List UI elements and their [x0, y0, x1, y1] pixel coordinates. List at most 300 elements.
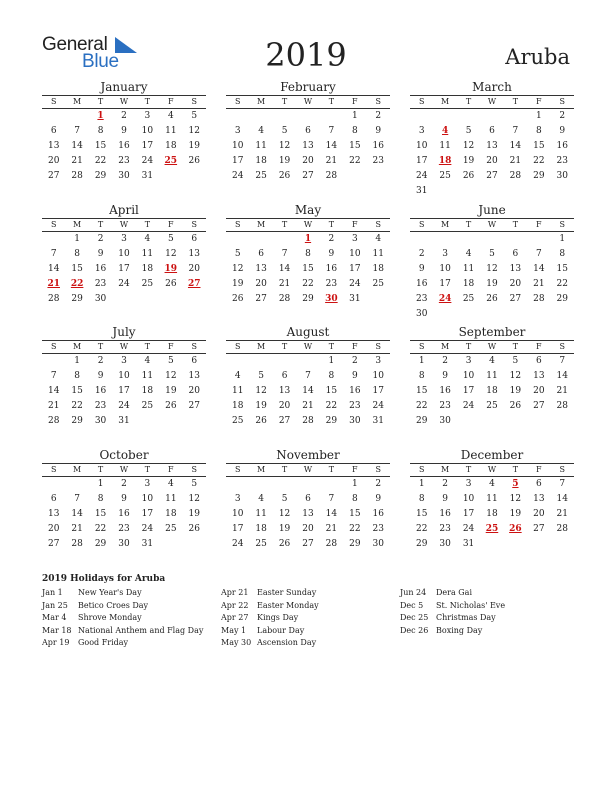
weekday-label: W: [303, 465, 313, 474]
empty-cell: [65, 477, 88, 492]
weekday-label: W: [487, 342, 497, 351]
day-cell: 27: [509, 294, 522, 304]
empty-cell: [249, 109, 272, 124]
year-title: 2019: [265, 36, 347, 74]
day-cell: 8: [418, 371, 425, 381]
empty-cell: [296, 109, 319, 124]
holiday-date: Dec 5: [400, 600, 424, 610]
weekday-header: [410, 95, 574, 109]
weekday-label: M: [257, 342, 266, 351]
day-cell: 19: [188, 141, 200, 151]
empty-cell: [273, 109, 296, 124]
day-cell: 12: [165, 371, 177, 381]
day-cell: 22: [556, 279, 568, 289]
day-cell: 14: [325, 509, 338, 519]
day-cell: 21: [71, 156, 83, 166]
holidays-title: 2019 Holidays for Aruba: [42, 574, 166, 584]
weekday-label: S: [191, 342, 197, 351]
holiday-day-cell: 1: [97, 111, 104, 121]
weekday-label: S: [418, 465, 425, 474]
weekday-label: S: [418, 220, 425, 229]
day-cell: 21: [47, 401, 60, 411]
day-cell: 15: [325, 386, 338, 396]
day-cell: 14: [556, 494, 568, 504]
day-cell: 4: [489, 479, 495, 489]
weekday-label: M: [257, 220, 266, 229]
day-cell: 11: [231, 386, 244, 396]
day-cell: 17: [372, 386, 384, 396]
day-cell: 26: [278, 171, 291, 181]
holiday-date: Jan 1: [42, 588, 63, 597]
holiday-date: Jan 25: [42, 600, 68, 610]
weekday-label: T: [97, 220, 104, 229]
weekday-label: S: [234, 465, 241, 474]
day-cell: 16: [325, 264, 338, 274]
day-cell: 8: [97, 494, 104, 504]
day-cell: 28: [556, 401, 568, 411]
month-name: August: [286, 325, 330, 339]
day-cell: 3: [351, 234, 358, 244]
weekday-label: S: [50, 465, 57, 474]
day-cell: 13: [486, 141, 498, 151]
day-cell: 14: [47, 264, 60, 274]
day-cell: 7: [305, 371, 311, 381]
day-cell: 13: [278, 386, 291, 396]
day-cell: 31: [141, 539, 154, 549]
holiday-name: Easter Monday: [257, 600, 319, 610]
day-cell: 27: [188, 401, 200, 411]
holiday-day-cell: 5: [512, 479, 519, 489]
weekday-label: T: [97, 465, 104, 474]
empty-cell: [504, 232, 527, 247]
day-cell: 24: [349, 279, 361, 289]
day-cell: 10: [118, 371, 130, 381]
day-cell: 9: [97, 371, 104, 381]
empty-cell: [410, 232, 433, 247]
month-january: [42, 80, 206, 184]
day-cell: 4: [258, 126, 264, 136]
weekday-header: [42, 463, 206, 477]
empty-cell: [433, 109, 456, 124]
day-cell: 25: [439, 171, 451, 181]
day-grid: [42, 232, 206, 307]
day-cell: 13: [302, 509, 314, 519]
month-february: [226, 80, 390, 184]
day-cell: 7: [328, 126, 335, 136]
day-cell: 15: [533, 141, 545, 151]
weekday-label: T: [465, 97, 472, 106]
day-cell: 28: [325, 171, 338, 181]
day-cell: 12: [188, 126, 200, 136]
day-cell: 7: [74, 494, 80, 504]
month-name: March: [472, 80, 512, 94]
weekday-label: M: [441, 97, 450, 106]
day-cell: 6: [535, 356, 542, 366]
day-cell: 9: [121, 494, 127, 504]
day-cell: 18: [165, 509, 177, 519]
day-cell: 3: [442, 249, 448, 259]
day-cell: 20: [533, 386, 545, 396]
weekday-label: T: [328, 342, 335, 351]
day-cell: 3: [234, 494, 241, 504]
weekday-label: S: [50, 342, 57, 351]
weekday-label: T: [328, 97, 335, 106]
empty-cell: [226, 232, 249, 247]
day-cell: 11: [255, 141, 267, 151]
day-cell: 25: [486, 401, 498, 411]
weekday-label: T: [281, 97, 288, 106]
day-cell: 12: [165, 249, 177, 259]
day-cell: 21: [325, 156, 338, 166]
empty-cell: [249, 477, 272, 492]
day-cell: 4: [234, 371, 241, 381]
day-cell: 13: [47, 141, 60, 151]
day-grid: [42, 354, 206, 429]
day-cell: 28: [47, 416, 60, 426]
day-cell: 26: [188, 524, 200, 534]
empty-cell: [226, 109, 249, 124]
day-cell: 5: [167, 234, 174, 244]
day-cell: 9: [375, 494, 382, 504]
day-cell: 19: [188, 509, 200, 519]
holiday-date: Apr 19: [42, 638, 70, 647]
day-cell: 23: [118, 524, 130, 534]
month-july: [42, 325, 206, 429]
month-november: [226, 448, 390, 552]
day-cell: 30: [372, 539, 384, 549]
weekday-label: S: [234, 342, 241, 351]
day-cell: 27: [486, 171, 498, 181]
day-cell: 9: [328, 249, 335, 259]
day-grid: [42, 477, 206, 552]
day-cell: 3: [121, 234, 127, 244]
holiday-item: [221, 600, 319, 613]
weekday-label: S: [559, 220, 565, 229]
day-cell: 8: [418, 494, 425, 504]
holiday-name: Shrove Monday: [78, 613, 142, 622]
day-cell: 24: [415, 171, 428, 181]
day-cell: 20: [47, 524, 60, 534]
day-cell: 15: [415, 386, 428, 396]
weekday-label: F: [168, 342, 174, 351]
weekday-label: S: [50, 220, 57, 229]
weekday-label: F: [352, 220, 358, 229]
day-cell: 3: [144, 111, 151, 121]
day-cell: 17: [231, 156, 244, 166]
day-cell: 29: [556, 294, 568, 304]
day-cell: 22: [94, 524, 107, 534]
weekday-label: S: [375, 342, 381, 351]
day-cell: 7: [50, 249, 57, 259]
day-cell: 12: [462, 141, 475, 151]
day-cell: 8: [305, 249, 311, 259]
day-cell: 29: [71, 416, 83, 426]
month-march: [410, 80, 574, 199]
day-cell: 31: [118, 416, 130, 426]
holiday-date: Apr 22: [221, 600, 249, 610]
day-cell: 11: [462, 264, 475, 274]
month-april: [42, 203, 206, 307]
holiday-name: New Year's Day: [78, 588, 142, 597]
day-cell: 4: [258, 494, 264, 504]
day-cell: 14: [71, 141, 83, 151]
holiday-name: St. Nicholas' Eve: [436, 600, 506, 610]
day-cell: 13: [509, 264, 522, 274]
weekday-label: F: [536, 342, 542, 351]
weekday-label: S: [375, 220, 381, 229]
weekday-label: T: [512, 465, 519, 474]
day-cell: 11: [486, 494, 498, 504]
day-cell: 30: [439, 416, 451, 426]
day-cell: 27: [47, 539, 60, 549]
holiday-day-cell: 25: [164, 156, 178, 166]
holiday-item: [400, 587, 505, 600]
day-cell: 8: [559, 249, 566, 259]
day-cell: 1: [418, 356, 425, 366]
day-cell: 19: [278, 524, 291, 534]
day-cell: 6: [281, 371, 288, 381]
day-cell: 23: [94, 401, 107, 411]
day-cell: 18: [231, 401, 244, 411]
day-cell: 10: [415, 141, 428, 151]
empty-cell: [42, 477, 65, 492]
day-cell: 26: [231, 294, 244, 304]
day-cell: 2: [351, 356, 358, 366]
day-cell: 24: [141, 156, 154, 166]
day-cell: 6: [50, 494, 57, 504]
day-grid: [226, 232, 390, 307]
day-cell: 23: [325, 279, 338, 289]
weekday-label: M: [441, 465, 450, 474]
day-cell: 11: [486, 371, 498, 381]
day-cell: 2: [121, 479, 127, 489]
weekday-label: S: [559, 342, 565, 351]
day-cell: 12: [188, 494, 200, 504]
day-cell: 16: [349, 386, 361, 396]
weekday-label: W: [303, 97, 313, 106]
day-cell: 9: [442, 494, 448, 504]
day-cell: 18: [141, 264, 154, 274]
day-cell: 24: [231, 171, 244, 181]
day-cell: 14: [556, 371, 568, 381]
day-cell: 26: [165, 401, 177, 411]
day-cell: 14: [302, 386, 314, 396]
day-cell: 30: [118, 539, 130, 549]
weekday-label: S: [559, 465, 565, 474]
weekday-label: S: [50, 97, 57, 106]
weekday-label: W: [119, 220, 129, 229]
day-cell: 18: [486, 509, 498, 519]
day-cell: 15: [302, 264, 314, 274]
month-name: April: [109, 203, 139, 217]
holiday-day-cell: 4: [442, 126, 449, 136]
month-name: January: [100, 80, 148, 94]
day-cell: 2: [328, 234, 335, 244]
day-cell: 6: [535, 479, 542, 489]
day-cell: 15: [349, 509, 361, 519]
month-name: June: [478, 203, 506, 217]
day-cell: 4: [167, 479, 174, 489]
day-cell: 26: [486, 294, 498, 304]
day-cell: 18: [255, 156, 267, 166]
day-cell: 9: [121, 126, 127, 136]
day-cell: 24: [231, 539, 244, 549]
holiday-date: Dec 25: [400, 613, 429, 622]
day-cell: 11: [439, 141, 451, 151]
weekday-header: [42, 95, 206, 109]
weekday-header: [410, 463, 574, 477]
empty-cell: [249, 232, 272, 247]
day-cell: 20: [188, 264, 200, 274]
weekday-label: T: [281, 342, 288, 351]
empty-cell: [42, 354, 65, 369]
holiday-day-cell: 25: [485, 524, 499, 534]
day-cell: 4: [465, 249, 472, 259]
day-cell: 25: [165, 524, 177, 534]
day-cell: 3: [375, 356, 382, 366]
month-name: December: [460, 448, 524, 462]
day-cell: 1: [418, 479, 425, 489]
day-cell: 29: [415, 416, 428, 426]
month-name: October: [99, 448, 149, 462]
empty-cell: [320, 109, 343, 124]
day-cell: 10: [349, 249, 361, 259]
empty-cell: [410, 109, 433, 124]
day-cell: 28: [47, 294, 60, 304]
weekday-label: S: [559, 97, 565, 106]
day-cell: 5: [234, 249, 241, 259]
day-cell: 25: [372, 279, 384, 289]
weekday-label: S: [375, 465, 381, 474]
holiday-name: Dera Gai: [436, 588, 473, 597]
day-cell: 22: [94, 156, 107, 166]
day-cell: 9: [375, 126, 382, 136]
day-cell: 24: [372, 401, 384, 411]
day-cell: 5: [489, 249, 495, 259]
day-cell: 30: [349, 416, 361, 426]
day-cell: 3: [465, 356, 472, 366]
weekday-label: M: [73, 220, 82, 229]
day-cell: 3: [418, 126, 425, 136]
day-cell: 10: [231, 509, 244, 519]
day-cell: 29: [94, 171, 107, 181]
day-cell: 2: [442, 356, 448, 366]
day-cell: 18: [255, 524, 267, 534]
day-cell: 12: [278, 509, 291, 519]
day-cell: 13: [188, 249, 200, 259]
empty-cell: [433, 232, 456, 247]
day-cell: 3: [144, 479, 151, 489]
weekday-label: F: [352, 97, 358, 106]
day-cell: 20: [302, 524, 314, 534]
weekday-label: T: [97, 97, 104, 106]
month-may: [226, 203, 390, 307]
day-cell: 1: [351, 479, 358, 489]
day-cell: 26: [278, 539, 291, 549]
weekday-label: S: [375, 97, 381, 106]
day-cell: 2: [559, 111, 566, 121]
day-grid: [42, 109, 206, 184]
day-cell: 7: [559, 479, 566, 489]
day-cell: 8: [328, 371, 335, 381]
weekday-header: [410, 218, 574, 232]
holiday-item: [42, 600, 203, 613]
holiday-item: [400, 612, 505, 625]
holiday-day-cell: 26: [509, 524, 522, 534]
day-cell: 28: [325, 539, 338, 549]
day-cell: 8: [535, 126, 542, 136]
day-cell: 7: [74, 126, 80, 136]
weekday-label: M: [73, 97, 82, 106]
day-cell: 1: [328, 356, 335, 366]
day-cell: 29: [71, 294, 83, 304]
day-cell: 27: [255, 294, 267, 304]
day-cell: 23: [94, 279, 107, 289]
day-cell: 7: [535, 249, 542, 259]
day-cell: 19: [165, 386, 177, 396]
day-cell: 15: [415, 509, 428, 519]
holiday-name: National Anthem and Flag Day: [78, 625, 204, 635]
empty-cell: [457, 232, 480, 247]
day-cell: 23: [372, 156, 384, 166]
day-cell: 14: [509, 141, 522, 151]
day-cell: 20: [255, 279, 267, 289]
day-cell: 23: [439, 524, 451, 534]
empty-cell: [504, 109, 527, 124]
day-cell: 19: [231, 279, 244, 289]
day-cell: 6: [258, 249, 264, 259]
day-cell: 16: [439, 509, 451, 519]
day-cell: 30: [118, 171, 130, 181]
day-cell: 16: [556, 141, 568, 151]
weekday-label: F: [168, 465, 174, 474]
holiday-date: Apr 21: [221, 588, 249, 597]
holiday-name: Ascension Day: [257, 638, 317, 647]
country-name: Aruba: [505, 45, 570, 69]
holiday-date: Mar 4: [42, 613, 67, 622]
day-cell: 19: [255, 401, 267, 411]
day-cell: 13: [47, 509, 60, 519]
day-cell: 5: [281, 494, 288, 504]
day-cell: 29: [94, 539, 107, 549]
day-cell: 6: [489, 126, 495, 136]
day-cell: 10: [462, 371, 475, 381]
day-cell: 16: [94, 264, 107, 274]
weekday-label: M: [441, 342, 450, 351]
day-cell: 21: [71, 524, 83, 534]
day-cell: 25: [462, 294, 475, 304]
weekday-label: S: [418, 342, 425, 351]
day-cell: 23: [415, 294, 428, 304]
day-cell: 6: [50, 126, 57, 136]
day-cell: 13: [533, 371, 545, 381]
day-cell: 29: [415, 539, 428, 549]
day-cell: 18: [165, 141, 177, 151]
day-cell: 15: [94, 509, 107, 519]
logo-text-blue: Blue: [82, 51, 119, 72]
weekday-label: W: [303, 342, 313, 351]
day-cell: 27: [533, 401, 545, 411]
weekday-header: [410, 340, 574, 354]
day-cell: 15: [71, 386, 83, 396]
day-cell: 24: [462, 401, 475, 411]
day-cell: 25: [141, 401, 154, 411]
holiday-day-cell: 27: [187, 279, 201, 289]
day-cell: 19: [509, 386, 522, 396]
day-cell: 12: [231, 264, 244, 274]
day-cell: 30: [94, 294, 107, 304]
day-cell: 6: [512, 249, 519, 259]
